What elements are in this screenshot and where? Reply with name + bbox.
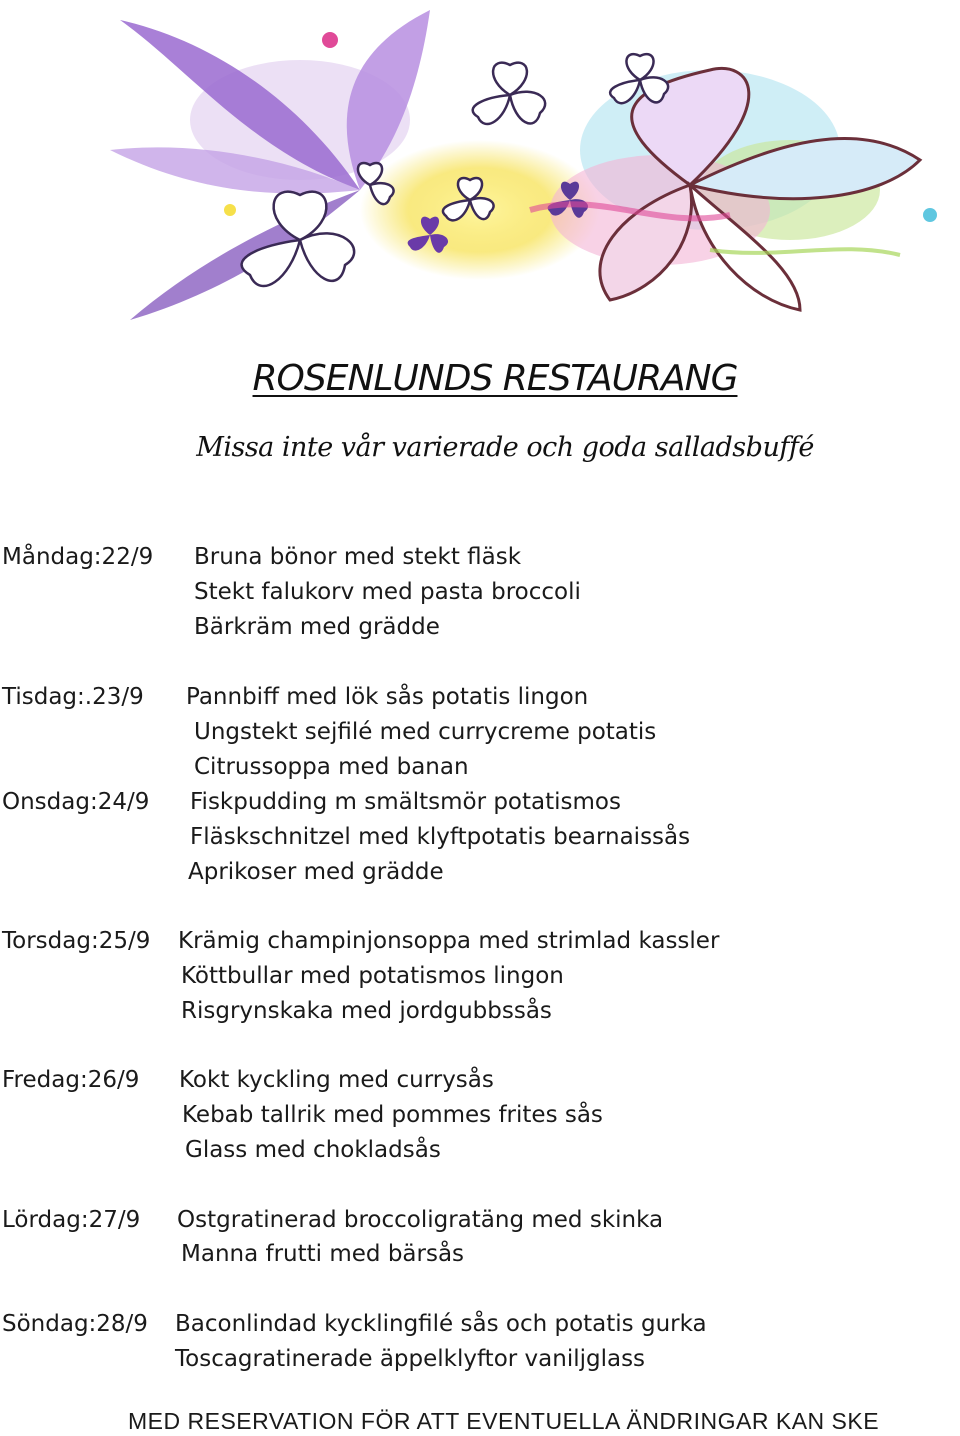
dish: Manna frutti med bärsås bbox=[181, 1241, 465, 1267]
day-label-monday: Måndag:22/9 bbox=[2, 544, 154, 570]
dish: Fläskschnitzel med klyftpotatis bearnaissås bbox=[190, 824, 691, 850]
day-label-thursday: Torsdag:25/9 bbox=[2, 928, 151, 954]
dish: Krämig champinjonsoppa med strimlad kassler bbox=[178, 928, 720, 954]
day-label-tuesday: Tisdag:.23/9 bbox=[2, 684, 144, 710]
dish: Kokt kyckling med currysås bbox=[179, 1067, 494, 1093]
dish: Bruna bönor med stekt fläsk bbox=[194, 544, 522, 570]
dish: Toscagratinerade äppelklyftor vaniljglass bbox=[175, 1346, 646, 1372]
dish: Glass med chokladsås bbox=[185, 1137, 441, 1163]
salad-buffet-subtitle: Missa inte vår varierade och goda salladsbuffé bbox=[196, 432, 814, 463]
dish: Fiskpudding m smältsmör potatismos bbox=[190, 789, 621, 815]
dish: Aprikoser med grädde bbox=[188, 859, 444, 885]
dish: Köttbullar med potatismos lingon bbox=[181, 963, 564, 989]
dish: Stekt falukorv med pasta broccoli bbox=[194, 579, 581, 605]
dish: Citrussoppa med banan bbox=[194, 754, 469, 780]
day-label-friday: Fredag:26/9 bbox=[2, 1067, 140, 1093]
cyan-dot bbox=[923, 208, 937, 222]
dish: Risgrynskaka med jordgubbssås bbox=[181, 998, 552, 1024]
dish: Baconlindad kycklingfilé sås och potatis gurka bbox=[175, 1311, 707, 1337]
restaurant-title: ROSENLUNDS RESTAURANG bbox=[252, 358, 738, 399]
reservation-notice: MED RESERVATION FÖR ATT EVENTUELLA ÄNDRINGAR KAN SKE bbox=[128, 1408, 880, 1434]
dish: Kebab tallrik med pommes frites sås bbox=[182, 1102, 603, 1128]
white-flower bbox=[473, 63, 545, 124]
day-label-saturday: Lördag:27/9 bbox=[2, 1207, 141, 1233]
dish: Ostgratinerad broccoligratäng med skinka bbox=[177, 1207, 664, 1233]
pink-dot bbox=[322, 32, 338, 48]
day-label-wednesday: Onsdag:24/9 bbox=[2, 789, 150, 815]
day-label-sunday: Söndag:28/9 bbox=[2, 1311, 148, 1337]
dish: Ungstekt sejfilé med currycreme potatis bbox=[194, 719, 657, 745]
dish: Bärkräm med grädde bbox=[194, 614, 440, 640]
yellow-dot bbox=[224, 204, 236, 216]
dish: Pannbiff med lök sås potatis lingon bbox=[186, 684, 589, 710]
floral-decoration bbox=[100, 0, 960, 330]
